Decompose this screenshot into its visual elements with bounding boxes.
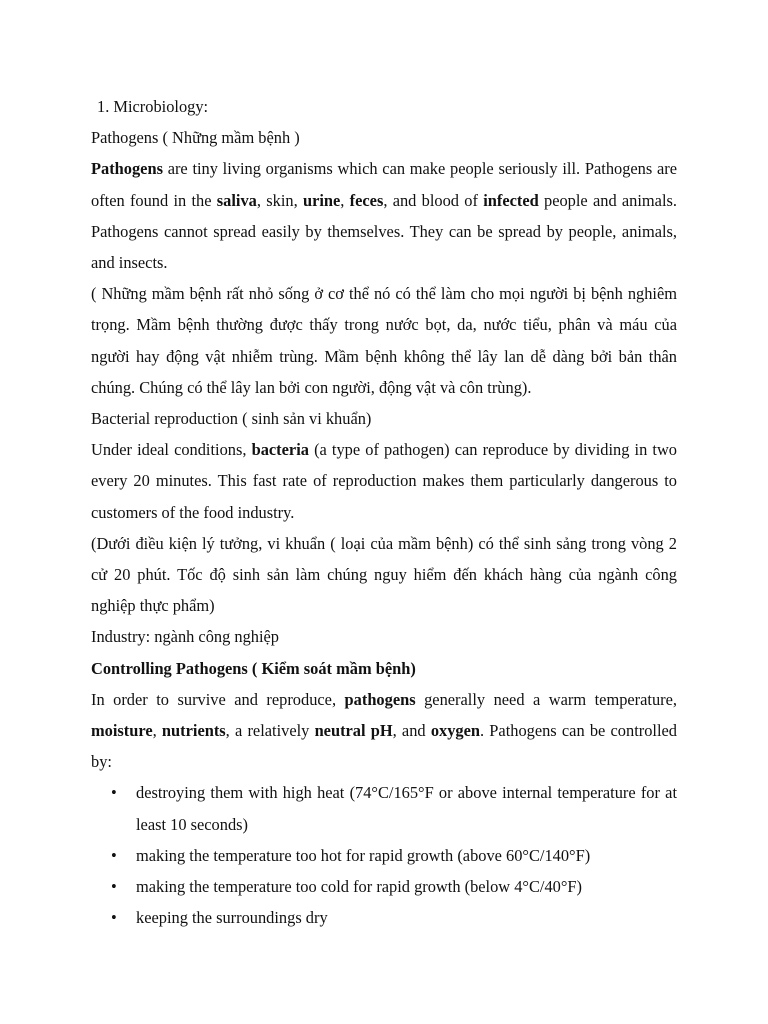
section-heading: 1. Microbiology: (97, 97, 209, 116)
term-feces: feces (349, 190, 384, 210)
term-nutrients: nutrients (161, 721, 226, 741)
bullet-icon: • (111, 877, 117, 897)
controlling-paragraph: In order to survive and reproduce, pathogens generally need a warm temperature, moisture, nutrients, a relatively neutral pH, and oxygen. Pathogens can be controlled by: (91, 689, 677, 772)
industry-note: Industry: ngành công nghiệp (91, 627, 280, 647)
bullet-icon: • (111, 908, 117, 928)
bullet-icon: • (111, 845, 117, 865)
term-oxygen: oxygen (430, 721, 480, 741)
bullet-icon: • (111, 783, 117, 803)
term-pathogens-2: pathogens (344, 689, 416, 709)
pathogens-paragraph-vi: ( Những mầm bệnh rất nhỏ sống ở cơ thể nó có thể làm cho mọi người bị bệnh nghiêm trọng. Mầm bệnh thường được thấy trong nước bọt, da, nước tiểu, phân và máu của người hay động vật nhiễm trùng. Mầm bệnh không thể lây lan dễ dàng bởi bản thân chúng. Chúng có thể lây lan bởi con người, động vật và côn trùng). (91, 284, 677, 397)
list-item: • destroying them with high heat (74°C/165°F or above internal temperature for at least 10 seconds) (91, 777, 677, 839)
term-saliva: saliva (216, 190, 257, 210)
control-methods-list (91, 777, 677, 933)
term-infected: infected (483, 190, 539, 210)
term-pathogens: Pathogens (91, 159, 163, 179)
pathogens-paragraph: Pathogens are tiny living organisms which can make people seriously ill. Pathogens are often found in the saliva, skin, urine, feces, and blood of infected people and animals. Pathogens cannot spread easily by themselves. They can be spread by people, animals, and insects. (91, 159, 677, 273)
bacteria-paragraph-vi: (Dưới điều kiện lý tưởng, vi khuẩn ( loại của mầm bệnh) có thể sinh sảng trong vòng 2 cử 20 phút. Tốc độ sinh sản làm chúng nguy hiểm đến khách hàng của ngành công nghiệp thực phẩm) (91, 533, 677, 616)
term-bacteria: bacteria (251, 440, 309, 460)
list-item: • making the temperature too hot for rapid growth (above 60°C/140°F) (91, 840, 677, 871)
list-item: • keeping the surroundings dry (91, 902, 677, 933)
list-item: • making the temperature too cold for rapid growth (below 4°C/40°F) (91, 871, 677, 902)
term-neutral-ph: neutral pH (314, 721, 393, 741)
bacterial-title: Bacterial reproduction ( sinh sản vi khuẩn) (91, 409, 372, 429)
term-moisture: moisture (91, 721, 153, 741)
bacteria-paragraph: Under ideal conditions, bacteria (a type of pathogen) can reproduce by dividing in two every 20 minutes. This fast rate of reproduction makes them particularly dangerous to customers of the food industry. (91, 440, 677, 522)
term-urine: urine (302, 190, 341, 210)
pathogens-title: Pathogens ( Những mầm bệnh ) (91, 128, 300, 148)
controlling-title: Controlling Pathogens ( Kiểm soát mầm bệnh) (91, 658, 416, 678)
